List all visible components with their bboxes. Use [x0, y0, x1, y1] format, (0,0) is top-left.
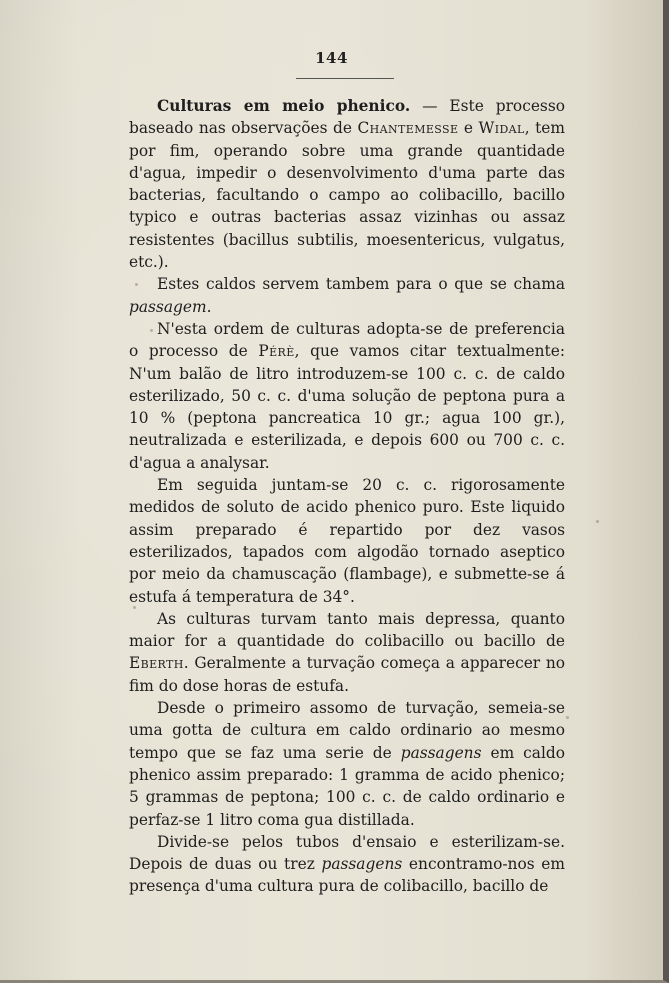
author-name: Eberth: [129, 654, 184, 673]
text-run: , que vamos citar textualmente: N'um balão de litro introduzem-se 100 c. c. de caldo esterilizado, 50 c. c. d'uma solução de peptona pura a 10 % (peptona pancreatica 10 gr.; agua 100 gr.), neutralizada e esterilizada, e depois 600 ou 700 c. c. d'agua a analysar.: [129, 342, 565, 472]
text-run: — Este processo baseado nas observações de: [129, 97, 565, 138]
author-name: Widal: [478, 119, 525, 138]
paragraph: [129, 95, 565, 273]
page-number: 144: [315, 49, 348, 67]
text-run: encontramo-nos em presença d'uma cultura pura de colibacillo, bacillo de: [129, 855, 565, 896]
paper-speck: [133, 606, 136, 609]
author-name: Pérè: [258, 342, 295, 361]
text-run: em caldo phenico assim preparado: 1 gramma de acido phenico; 5 grammas de peptona; 100 c. c. de caldo ordinario e perfaz-se 1 litro coma gua distillada.: [129, 743, 565, 829]
paragraph: [129, 474, 565, 608]
text-run: As culturas turvam tanto mais depressa, quanto maior for a quantidade do colibacillo ou bacillo de: [129, 609, 565, 651]
paragraph: [129, 273, 565, 318]
paper-speck: [150, 329, 153, 332]
text-run: e: [458, 119, 479, 138]
emphasis-text: passagens: [321, 855, 403, 874]
text-run: , tem por fim, operando sobre uma grande quantidade d'agua, impedir o desenvolvimento d'uma parte das bacterias, facultando o campo ao colibacillo, bacillo typico e outras bacterias assaz vizinhas ou assaz resistentes (bacillus subtilis, moesentericus, vulgatus, etc.).: [129, 119, 565, 272]
emphasis-text: passagens: [400, 743, 482, 762]
paragraph: [129, 831, 565, 898]
text-run: Estes caldos servem tambem para o que se chama: [157, 275, 565, 294]
body-text: [129, 95, 565, 898]
paragraph: [129, 608, 565, 697]
paper-speck: [566, 716, 569, 719]
text-run: . Geralmente a turvação começa a apparecer no fim do dose horas de estufa.: [129, 654, 565, 695]
text-run: Em seguida juntam-se 20 c. c. rigorosamente medidos de soluto de acido phenico puro. Este liquido assim preparado é repartido por dez vasos esterilizados, tapados com algodão tornado aseptico por meio da chamuscação (flambage), e submette-se á estufa á temperatura de 34°.: [129, 476, 565, 606]
section-heading: Culturas em meio phenico.: [157, 97, 411, 115]
author-name: Chantemesse: [357, 119, 459, 138]
paragraph: [129, 318, 565, 474]
text-run: N'esta ordem de culturas adopta-se de preferencia o processo de: [129, 319, 565, 361]
emphasis-text: passagem: [129, 297, 207, 316]
header-rule: [296, 78, 394, 79]
paper-speck: [596, 520, 599, 523]
paragraph: [129, 697, 565, 831]
text-run: Desde o primeiro assomo de turvação, semeia-se uma gotta de cultura em caldo ordinario ao mesmo tempo que se faz uma serie de: [129, 699, 565, 762]
text-run: .: [206, 297, 212, 316]
text-run: Divide-se pelos tubos d'ensaio e esterilizam-se. Depois de duas ou trez: [129, 832, 565, 874]
paper-speck: [135, 283, 138, 286]
